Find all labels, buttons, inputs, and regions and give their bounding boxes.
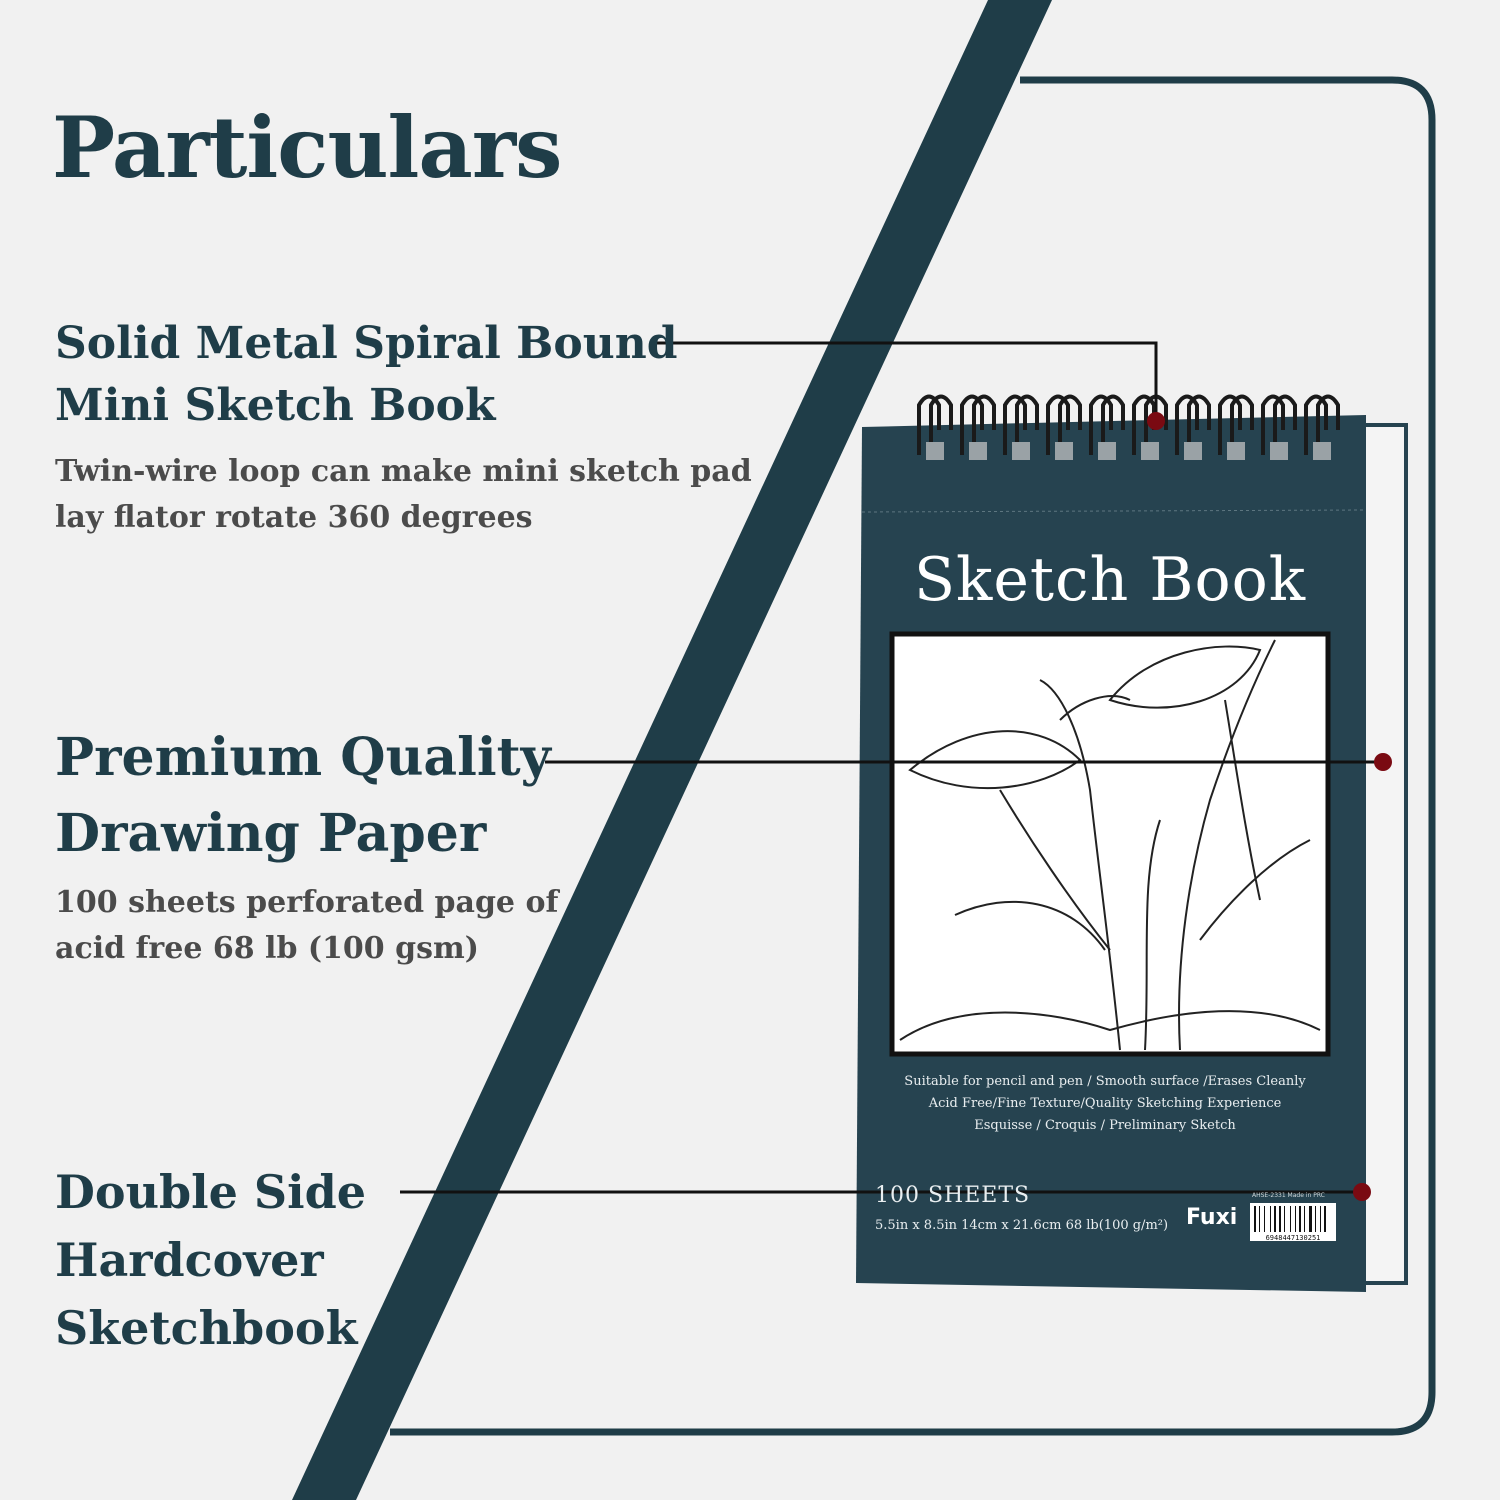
cover-brand-logo: Fuxi xyxy=(1186,1205,1238,1230)
barcode-bar xyxy=(1299,1206,1301,1232)
cover-tagline: Esquisse / Croquis / Preliminary Sketch xyxy=(974,1118,1236,1133)
barcode-bar xyxy=(1270,1206,1271,1232)
barcode-bar xyxy=(1315,1206,1316,1232)
spiral-hole xyxy=(1227,442,1245,460)
barcode-bar xyxy=(1320,1206,1321,1232)
callout-marker-spiral xyxy=(1147,412,1165,430)
barcode-bar xyxy=(1290,1206,1291,1232)
cover-tagline: Suitable for pencil and pen / Smooth surface /Erases Cleanly xyxy=(904,1074,1306,1089)
feature-paper-title-line: Premium Quality xyxy=(55,727,551,788)
barcode-bar xyxy=(1324,1206,1326,1232)
feature-spiral-title-line: Solid Metal Spiral Bound xyxy=(55,318,678,369)
feature-paper-title-line: Drawing Paper xyxy=(55,803,487,864)
feature-paper-title xyxy=(55,720,551,872)
feature-spiral-description xyxy=(55,449,752,541)
book-page-edge xyxy=(1364,425,1406,1283)
feature-hardcover-title-line: Sketchbook xyxy=(55,1301,358,1355)
cover-product-code: AHSE-2331 Made in PRC xyxy=(1252,1192,1325,1199)
spiral-hole xyxy=(1141,442,1159,460)
barcode-bar xyxy=(1295,1206,1296,1232)
spiral-hole xyxy=(1313,442,1331,460)
feature-paper-desc-line: 100 sheets perforated page of xyxy=(55,885,559,920)
spiral-hole xyxy=(1270,442,1288,460)
spiral-hole xyxy=(969,442,987,460)
feature-paper-desc-line: acid free 68 lb (100 gsm) xyxy=(55,931,479,966)
barcode-bar xyxy=(1264,1206,1265,1232)
cover-size-spec: 5.5in x 8.5in 14cm x 21.6cm 68 lb(100 g/m²) xyxy=(875,1218,1169,1233)
barcode-number: 6948447130251 xyxy=(1265,1234,1321,1242)
callout-marker-paper xyxy=(1374,753,1392,771)
barcode-bar xyxy=(1284,1206,1285,1232)
page-title: Particulars xyxy=(52,98,562,197)
barcode-bar xyxy=(1309,1206,1312,1232)
feature-spiral-title xyxy=(55,313,677,437)
cover-title: Sketch Book xyxy=(913,545,1307,615)
cover-tagline: Acid Free/Fine Texture/Quality Sketching Experience xyxy=(928,1096,1282,1111)
feature-spiral-desc-line: lay flator rotate 360 degrees xyxy=(55,500,533,535)
feature-hardcover-title xyxy=(55,1158,366,1362)
barcode-bar xyxy=(1304,1206,1305,1232)
barcode xyxy=(1250,1203,1336,1242)
feature-paper-description xyxy=(55,880,558,972)
spiral-hole xyxy=(926,442,944,460)
feature-spiral-desc-line: Twin-wire loop can make mini sketch pad xyxy=(55,454,752,489)
barcode-bar xyxy=(1274,1206,1276,1232)
feature-hardcover-title-line: Hardcover xyxy=(55,1233,324,1287)
feature-spiral-title-line: Mini Sketch Book xyxy=(55,380,496,431)
spiral-hole xyxy=(1055,442,1073,460)
barcode-bar xyxy=(1254,1206,1256,1232)
spiral-hole xyxy=(1098,442,1116,460)
feature-hardcover-title-line: Double Side xyxy=(55,1165,367,1219)
barcode-bar xyxy=(1259,1206,1260,1232)
spiral-hole xyxy=(1184,442,1202,460)
callout-marker-hardcover xyxy=(1353,1183,1371,1201)
cover-sheet-count: 100 SHEETS xyxy=(875,1183,1031,1208)
spiral-hole xyxy=(1012,442,1030,460)
barcode-bar xyxy=(1279,1206,1281,1232)
